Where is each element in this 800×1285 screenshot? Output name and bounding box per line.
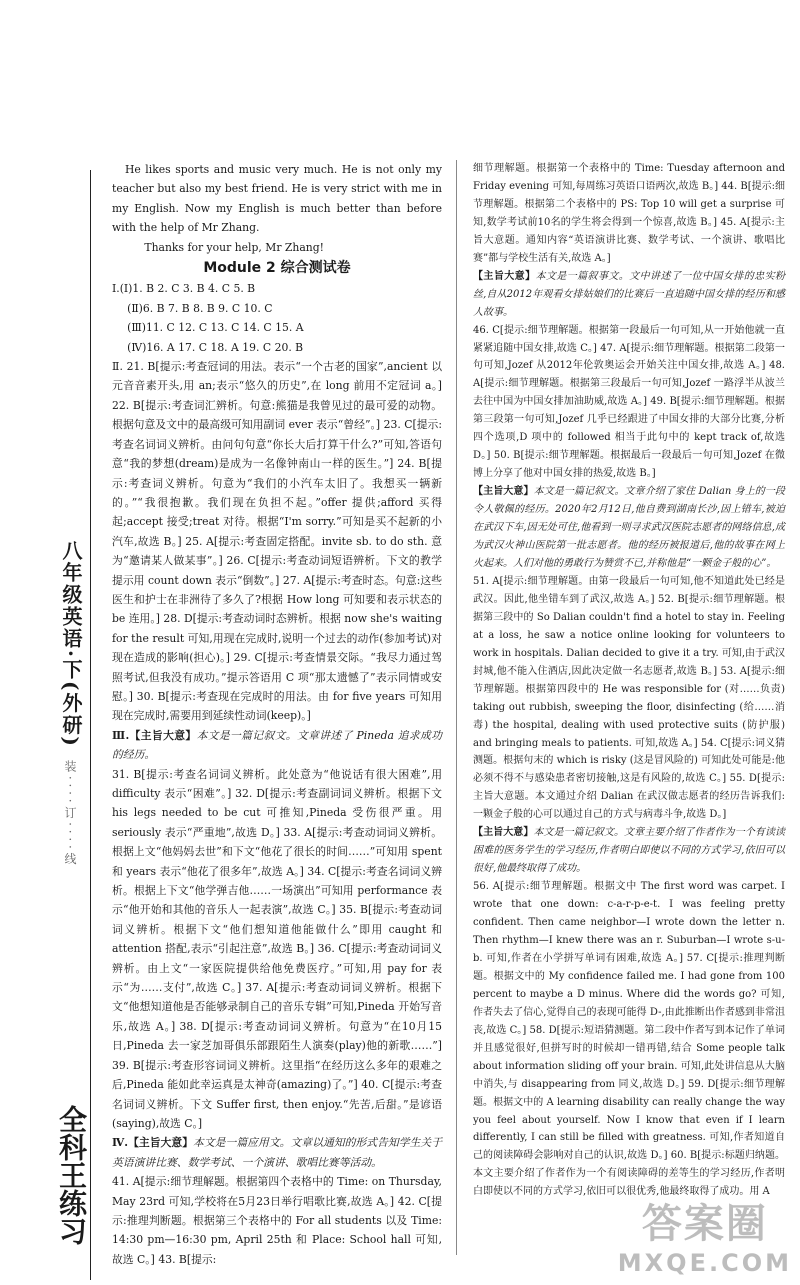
module-title: Module 2 综合测试卷 — [203, 260, 351, 277]
section-iv-explanations: 41. A[提示:细节理解题。根据第四个表格中的 Time: on Thursday, May 23rd 可知,学校将在5月23日举行唱歌比赛,故选 A。] 42. C[提示:推理判断题。根据第三个表格中的 For all students 以及 Time: 14:30 pm—16:30 pm, April 25th 和 Place: School hall 可知,故选 C。] 43. B[提示: — [112, 1175, 442, 1266]
book-title: 八年级英语·下(外研) — [59, 540, 83, 748]
summary-text: 本文是一篇叙事文。文中讲述了一位中国女排的忠实粉丝,自从2012年观看女排姑娘们的比赛后一直追随中国女排的经历和感人故事。 — [473, 270, 786, 318]
reading-a-explanations: 细节理解题。根据第一个表格中的 Time: Tuesday afternoon and Friday evening 可知,每周练习英语口语两次,故选 B。] 44. B[提示:细节理解题。根据第二个表格中的 PS: Top 10 will get a surprise 可知,数学考试前10名的学生将会得到一个惊喜,故选 B。] 45. A[提示:主旨大意题。通知内容“英语演讲比赛、数学考试、一个演讲、歌唱比赛”都与学校生活有关,故选 A。] — [473, 163, 785, 264]
summary-tag: 【主旨大意】 — [473, 270, 536, 282]
section-iii-explanations: 31. B[提示:考查名词词义辨析。此处意为“他说话有很大困难”,用 difficulty 表示“困难”。] 32. D[提示:考查副词词义辨析。根据下文 his legs needed to be cut 可推知,Pineda 受伤很严重。用 seriously 表示“严重地”,故选 D。] 33. A[提示:考查动词词义辨析。根据上文“他妈妈去世”和下文“他花了很长的时间……”可知用 spent 和 years 表示“他花了很多年”,故选 A。] 34. C[提示:考查名词词义辨析。根据上下文“他学弹吉他……一场演出”可知用 performance 表示“他开始和其他的音乐人一起表演”,故选 C。] 35. B[提示:考查动词词义辨析。根据下文“他们想知道他能做什么”即用 caught 和 attention 搭配,表示“引起注意”,故选 B。] 36. C[提示:考查动词词义辨析。由上文“一家医院提供给他免费医疗。”可知,用 pay for 表示“为……支付”,故选 C。] 37. A[提示:考查动词词义辨析。根据下文“他想知道他是否能够录制自己的音乐专辑”可知,Pineda 开始写音乐,故选 A。] 38. D[提示:考查动词词义辨析。句意为“在10月15日,Pineda 去一家芝加哥俱乐部跟陌生人演奏(play)他的新歌……”] 39. B[提示:考查形容词词义辨析。这里指“在经历这么多年的艰难之后,Pineda 能如此幸运真是太神奇(amazing)了。”] 40. C[提示:考查名词词义辨析。下文 Suffer first, then enjoy.“先苦,后甜。”是谚语(saying),故选 C。] — [112, 767, 442, 1130]
reading-b-summary — [473, 268, 785, 322]
part-label: Ⅰ. — [112, 282, 120, 296]
summary-text: 本文是一篇记叙文。文章介绍了家住 Dalian 身上的一段令人敬佩的经历。2020年2月12日,他自费到湖南长沙,因上错车,被迫在武汉下车,因无处可住,他看到一则寻求武汉医院志愿者的网络信息,成为武汉火神山医院第一批志愿者。他的经历被报道后,他的故事在网上火起来。人们对他的勇敢行为赞赏不已,并称他是“一颗金子般的心”。 — [473, 486, 786, 569]
answer-row: (Ⅳ)16. A 17. C 18. A 19. C 20. B — [127, 340, 304, 354]
section-ii-explanations: Ⅱ. 21. B[提示:考查冠词的用法。表示“一个古老的国家”,ancient 以元音音素开头,用 an;表示“悠久的历史”,在 long 前用不定冠词 a。] 22. B[提示:考查词汇辨析。句意:熊猫是我曾见过的最可爱的动物。根据句意及文中的最高级可知用副词 ever 表示“曾经”。] 23. C[提示:考查名词词义辨析。由问句句意“你长大后打算干什么?”可知,答语句意“我的梦想(dream)是成为一名像钟南山一样的医生。”] 24. B[提示:考查词义辨析。句意为“我们的小汽车太旧了。我想买一辆新的。”“我很抱歉。我们现在负担不起。”offer 提供;afford 买得起;accept 接受;treat 对待。根据“I'm sorry.”可知是买不起新的小汽车,故选 B。] 25. A[提示:考查固定搭配。invite sb. to do sth. 意为“邀请某人做某事”。] 26. C[提示:考查动词短语辨析。下文的教学提示用 count down 表示“倒数”。] 27. A[提示:考查时态。句意:这些医生和护士在非洲待了多久了?根据 How long 可知要和表示状态的 be 连用。] 28. D[提示:考查动词时态辨析。根据 now she's waiting for the result 可知,用现在完成时,说明一个过去的动作(参加考试)对现在造成的影响(担心)。] 29. C[提示:考查情景交际。“我尽力通过驾照考试,但我没有成功。”提示答语用 C 项“那太遗憾了”表示同情或安慰。] 30. B[提示:考查现在完成时的用法。由 for five years 可知用现在完成时,需要用到延续性动词(keep)。] — [112, 360, 443, 723]
answer-row: (Ⅲ)11. C 12. C 13. C 14. C 15. A — [127, 321, 304, 335]
reading-b-explanations: 46. C[提示:细节理解题。根据第一段最后一句可知,从一开始他就一直紧紧追随中国女排,故选 C。] 47. A[提示:细节理解题。根据第二段第一句可知,Jozef 从2012年伦敦奥运会开始关注中国女排,故选 A。] 48. A[提示:细节理解题。根据第三段最后一句可知,Jozef 一路浮半从波兰去往中国为中国女排加油助威,故选 A。] 49. B[提示:细节理解题。根据第三段第一句可知,Jozef 几乎已经跟进了中国女排的大部分比赛,分析四个选项,D 项中的 followed 相当于此句中的 kept track of,故选 D。] 50. B[提示:细节理解题。根据最后一段最后一句可知,Jozef 在微博上分享了他对中国女排的热爱,故选 B。] — [473, 324, 785, 480]
left-column — [112, 160, 442, 1269]
summary-tag: Ⅲ.【主旨大意】 — [112, 728, 197, 742]
letter-paragraph: He likes sports and music very much. He is not only my teacher but also my best friend. He is very strict with me in my English. Now my English is much better than before with the help of Mr Zhang. — [112, 163, 442, 235]
right-column — [473, 160, 785, 1201]
brand-logo: 全科王练习 — [55, 1105, 88, 1245]
letter-excerpt — [112, 160, 442, 257]
section-iii-summary — [112, 726, 442, 765]
site-watermark — [618, 1192, 792, 1277]
answer-row: (Ⅰ)1. B 2. C 3. B 4. C 5. B — [119, 282, 256, 296]
letter-signoff: Thanks for your help, Mr Zhang! — [144, 240, 325, 254]
summary-tag: 【主旨大意】 — [473, 486, 534, 498]
summary-text: 本文是一篇记叙文。文章主要介绍了作者作为一个有读读困难的医务学生的学习经历,作者明白即使以不同的方式学习,依旧可以很好,他最终取得了成功。 — [473, 827, 786, 875]
watermark-logo: 答案圈 — [641, 1201, 768, 1247]
reading-c-explanations: 51. A[提示:细节理解题。由第一段最后一句可知,他不知道此处已经是武汉。因此,他坐错车到了武汉,故选 A。] 52. B[提示:细节理解题。根据第三段中的 So Dalian couldn't find a hotel to stay in. Feeling at a loss, he saw a notice online looking for volunteers to work in hospitals. Dalian decided to give it a try. 可知,由于武汉封城,他不能入住酒店,因此决定做一名志愿者,故选 B。] 53. A[提示:细节理解题。根据第四段中的 He was responsible for (对……负责) taking out rubbish, sweeping the floor, disinfecting (给……消毒) the hospital, dealing with used protective suits (防护服) and bringing meals to patients. 可知,故选 A。] 54. C[提示:词义猜测题。根据句末的 which is risky (这是冒风险的) 可知此处可能是:他必须不得不与感染患者密切接触,这是有风险的,故选 C。] 55. D[提示:主旨大意题。本文通过介绍 Dalian 在武汉做志愿者的经历告诉我们:一颗金子般的心可以通过自己的方式与病毒斗争,故选 D。] — [473, 575, 786, 821]
column-divider — [456, 160, 457, 1255]
reading-c-summary — [473, 483, 785, 573]
watermark-domain: MXQE.COM — [617, 1249, 792, 1277]
answer-row: (Ⅱ)6. B 7. B 8. B 9. C 10. C — [127, 301, 273, 315]
section-iv-summary — [112, 1133, 442, 1172]
summary-tag: Ⅳ.【主旨大意】 — [112, 1136, 194, 1150]
summary-text: 本文是一篇记叙文。文章讲述了 Pineda 追求成功的经历。 — [112, 728, 442, 762]
summary-tag: 【主旨大意】 — [473, 827, 534, 839]
summary-text: 本文是一篇应用文。文章以通知的形式告知学生关于英语演讲比赛、数学考试、一个演讲、歌唱比赛等活动。 — [112, 1136, 442, 1169]
answer-key-listening — [112, 279, 442, 298]
reading-d-explanations: 56. A[提示:细节理解题。根据文中 The first word was carpet. I wrote that one down: c-a-r-p-e-t. I was feeling pretty confident. Then came neighbor—I wrote down the letter n. Then rhythm—I knew there was an r. Suburban—I wrote s-u-b. 可知,作者在小学拼写单词有困难,故选 A。] 57. C[提示:推理判断题。根据文中的 My confidence failed me. I had gone from 100 percent to maybe a D minus. Where did the words go? 可知,作者失去了信心,觉得自己的表现可能得 D-,由此推断出作者感到非常沮丧,故选 C。] 58. D[提示:短语猜测题。第二段中作者写到本记作了单词并且感觉很好,但拼写时的时候却一错再错,结合 Some people talk about information sliding off your brain. 可知,此处讲信息从大脑中消失,与 disappearing from 同义,故选 D。] 59. D[提示:细节理解题。根据文中的 A learning disability can really change the way you feel about yourself. Now I know that even if I learn differently, I can still be filled with greatness. 可知,作者知道自己的阅读障碍会影响对自己的认识,故选 D。] 60. B[提示:标题归纳题。本文主要介绍了作者作为一个有阅读障碍的差等生的学习经历,作者明白即使以不同的方式学习,依旧可以很优秀,他最终取得了成功。用 A — [473, 881, 785, 1198]
cut-line-mark: 装 · · · · 订 · · · · 线 — [63, 760, 77, 865]
reading-d-summary — [473, 824, 785, 878]
